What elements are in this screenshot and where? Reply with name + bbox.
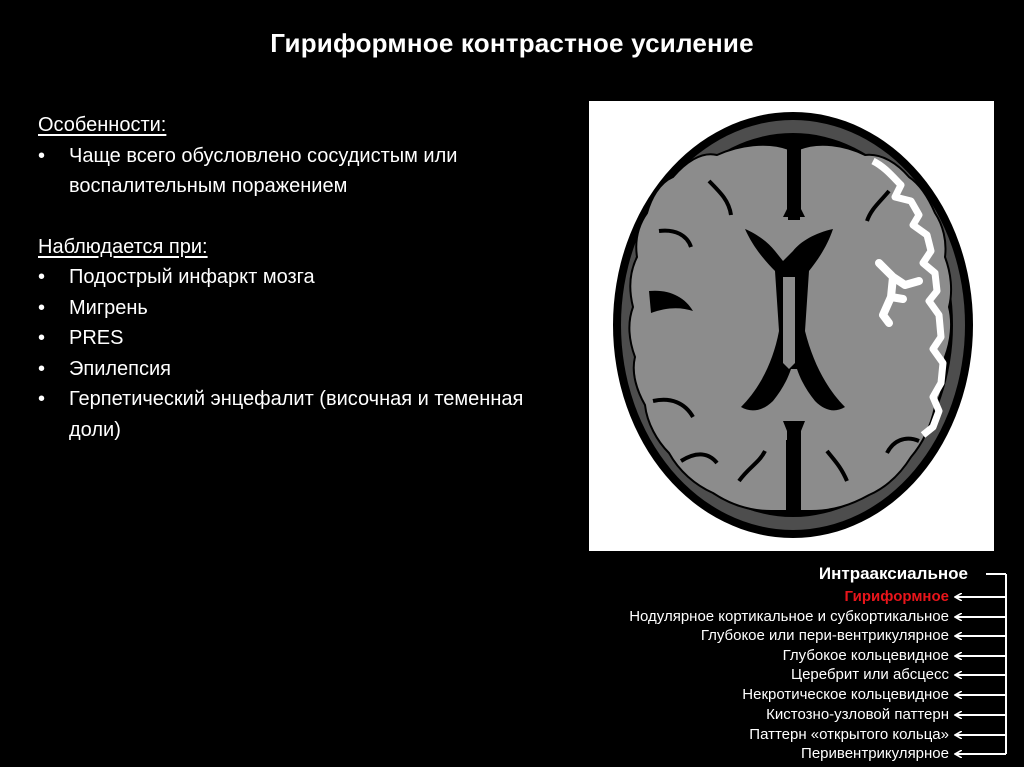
slide-title: Гириформное контрастное усиление xyxy=(270,28,754,58)
legend-item: Перивентрикулярное xyxy=(801,745,949,762)
observed-item: • Подострый инфаркт мозга xyxy=(38,262,558,293)
legend-item: Нодулярное кортикальное и субкортикальное xyxy=(629,608,949,625)
observed-heading: Наблюдается при: xyxy=(38,235,208,258)
text-block xyxy=(38,110,558,445)
classification-legend xyxy=(540,563,1020,767)
septum xyxy=(783,277,795,369)
observed-item: • PRES xyxy=(38,323,558,354)
legend-item: Глубокое кольцевидное xyxy=(782,647,949,664)
observed-item: • Мигрень xyxy=(38,293,558,324)
legend-item: Глубокое или пери-вентрикулярное xyxy=(700,627,949,644)
observed-item: • Герпетический энцефалит (височная и теменная доли) xyxy=(38,384,558,445)
legend-item: Некротическое кольцевидное xyxy=(742,686,949,703)
observed-item: • Эпилепсия xyxy=(38,354,558,385)
legend-item-active: Гириформное xyxy=(844,588,949,605)
features-item: • Чаще всего обусловлено сосудистым или воспалительным поражением xyxy=(38,141,558,202)
features-list xyxy=(38,141,558,202)
observed-list xyxy=(38,262,558,445)
legend-item: Паттерн «открытого кольца» xyxy=(749,726,949,743)
brain-illustration xyxy=(589,101,994,551)
features-heading: Особенности: xyxy=(38,114,167,136)
legend-root-label: Интрааксиальное xyxy=(818,564,968,583)
legend-item: Кистозно-узловой паттерн xyxy=(766,706,949,723)
legend-item: Церебрит или абсцесс xyxy=(790,666,949,683)
brain-axial-diagram xyxy=(589,101,994,551)
